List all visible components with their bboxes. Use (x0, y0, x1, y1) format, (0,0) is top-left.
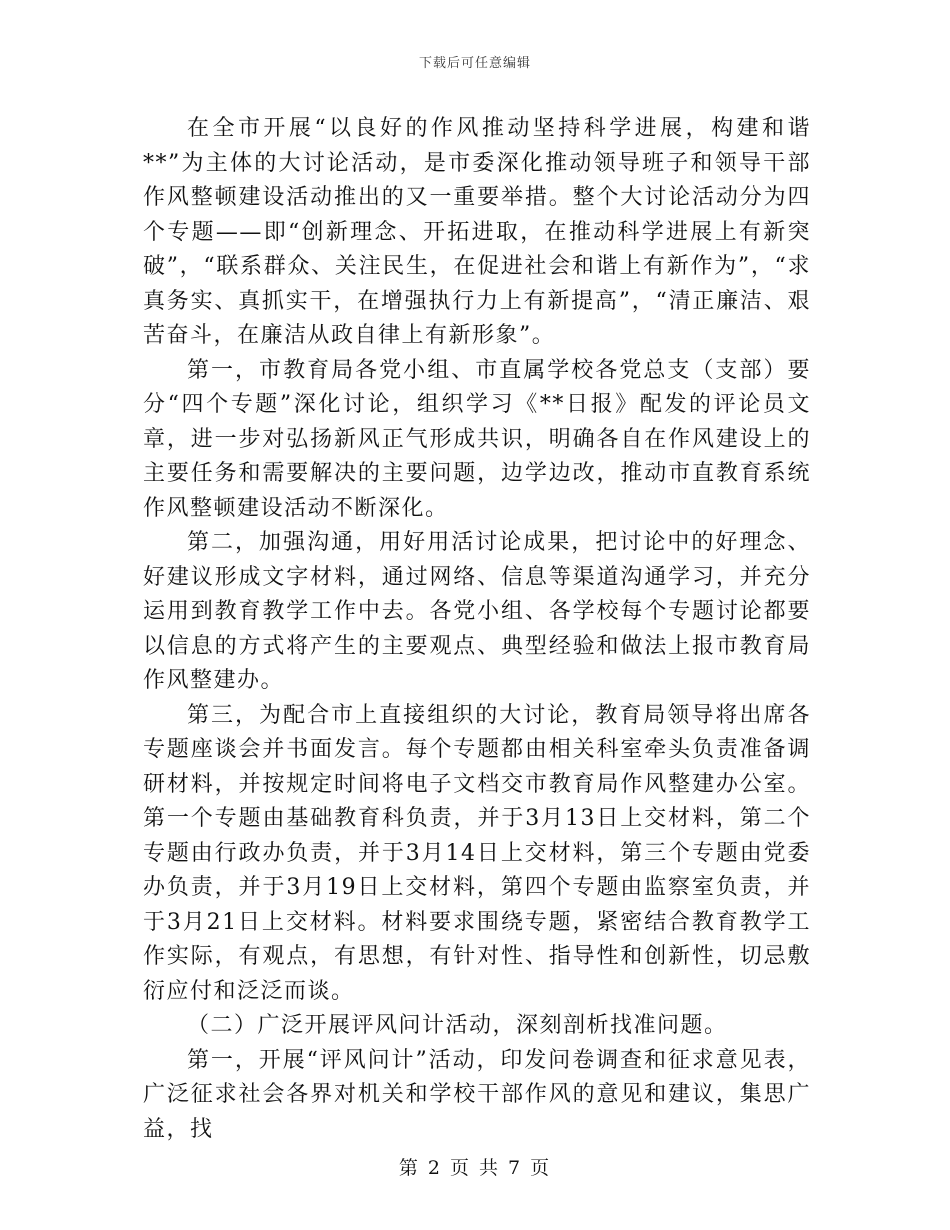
paragraph-intro: 在全市开展“以良好的作风推动坚持科学进展，构建和谐**”为主体的大讨论活动，是市委深化推动领导班子和领导干部作风整顿建设活动推出的又一重要举措。整个大讨论活动分为四个专题——即“创新理念、开拓进取，在推动科学进展上有新突破”，“联系群众、关注民生，在促进社会和谐上有新作为”，“求真务实、真抓实干，在增强执行力上有新提高”，“清正廉洁、艰苦奋斗，在廉洁从政自律上有新形象”。 (143, 116, 811, 348)
document-body (143, 112, 811, 1147)
paragraph-second: 第二，加强沟通，用好用活讨论成果，把讨论中的好理念、好建议形成文字材料，通过网络、信息等渠道沟通学习，并充分运用到教育教学工作中去。各党小组、各学校每个专题讨论都要以信息的方式将产生的主要观点、典型经验和做法上报市教育局作风整建办。 (143, 530, 811, 693)
paragraph-first: 第一，市教育局各党小组、市直属学校各党总支（支部）要分“四个专题”深化讨论，组织学习《**日报》配发的评论员文章，进一步对弘扬新风正气形成共识，明确各自在作风建设上的主要任务和需要解决的主要问题，边学边改，推动市直教育系统作风整顿建设活动不断深化。 (143, 357, 811, 521)
section-heading: （二）广泛开展评风问计活动，深刻剖析找准问题。 (187, 1013, 728, 1038)
paragraph-third: 第三，为配合市上直接组织的大讨论，教育局领导将出席各专题座谈会并书面发言。每个专题都由相关科室牵头负责准备调研材料，并按规定时间将电子文档交市教育局作风整建办公室。第一个专题由基础教育科负责，并于3月13日上交材料，第二个专题由行政办负责，并于3月14日上交材料，第三个专题由党委办负责，并于3月19日上交材料，第四个专题由监察室负责，并于3月21日上交材料。材料要求围绕专题，紧密结合教育教学工作实际，有观点，有思想，有针对性、指导性和创新性，切忌敷衍应付和泛泛而谈。 (143, 702, 811, 1004)
page-header: 下载后可任意编辑 (418, 56, 531, 71)
page-number: 第 2 页 共 7 页 (398, 1157, 552, 1179)
paragraph-fourth: 第一，开展“评风问计”活动，印发问卷调查和征求意见表，广泛征求社会各界对机关和学校干部作风的意见和建议，集思广益，找 (143, 1047, 811, 1142)
